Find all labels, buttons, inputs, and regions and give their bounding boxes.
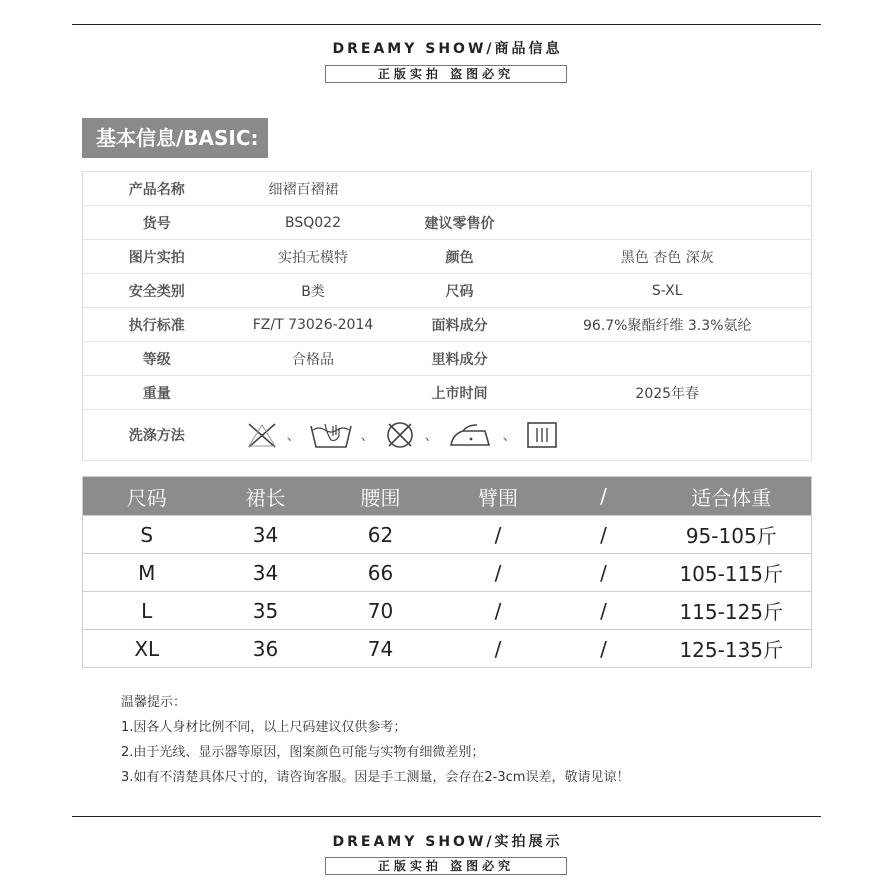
wash-separator: 、 [286,428,301,444]
info-row [83,308,812,342]
table-cell: / [556,592,652,630]
size-label: 尺码 [396,274,524,308]
table-cell: 35 [211,592,321,630]
tips-title: 温馨提示： [121,695,187,710]
grade-value: 合格品 [231,342,396,376]
standard-value: FZ/T 73026-2014 [231,308,396,342]
basic-info-title: 基本信息/BASIC: [82,118,268,158]
do-not-bleach-icon [245,420,279,450]
fabric-label: 面料成分 [396,308,524,342]
line-dry-icon [525,420,559,450]
hand-wash-icon [309,420,353,450]
product-info-table [82,171,812,461]
table-cell: 66 [321,554,441,592]
tip-item: 3.如有不清楚具体尺寸的，请咨询客服。因是手工测量，会存在2-3cm误差，敬请见谅！ [121,770,630,785]
table-cell: / [556,516,652,554]
table-row [83,516,812,554]
table-cell: 115-125斤 [652,592,812,630]
bottom-divider [72,816,821,817]
info-row [83,240,812,274]
table-cell: 70 [321,592,441,630]
size-header: 适合体重 [652,477,812,516]
wash-label: 洗涤方法 [83,410,231,461]
header-stamp: 正版实拍 盗图必究 [325,65,567,83]
info-row [83,206,812,240]
top-divider [72,24,821,25]
size-header: 臂围 [441,477,556,516]
footer-brand: DREAMY SHOW/实拍展示 [332,834,563,850]
grade-label: 等级 [83,342,231,376]
size-header-row [83,477,812,516]
table-cell: XL [83,630,211,668]
table-row [83,554,812,592]
header-brand: DREAMY SHOW/商品信息 [332,41,563,57]
table-cell: 34 [211,516,321,554]
product-name-label: 产品名称 [83,172,231,206]
table-cell: / [556,554,652,592]
table-cell: L [83,592,211,630]
fabric-value: 96.7%聚酯纤维 3.3%氨纶 [524,308,812,342]
color-label: 颜色 [396,240,524,274]
info-row [83,410,812,461]
launch-label: 上市时间 [396,376,524,410]
size-header: 尺码 [83,477,211,516]
photo-label: 图片实拍 [83,240,231,274]
table-cell: 74 [321,630,441,668]
info-row [83,172,812,206]
tip-item: 2.由于光线、显示器等原因，图案颜色可能与实物有细微差别； [121,745,485,760]
lining-label: 里料成分 [396,342,524,376]
table-cell: 34 [211,554,321,592]
wash-separator: 、 [360,428,375,444]
weight-label: 重量 [83,376,231,410]
lining-value [524,342,812,376]
tips-section [121,690,629,790]
table-cell: M [83,554,211,592]
price-label: 建议零售价 [396,206,524,240]
weight-value [231,376,396,410]
size-header: 腰围 [321,477,441,516]
table-cell: 62 [321,516,441,554]
wash-separator: 、 [424,428,439,444]
table-cell: / [441,516,556,554]
table-cell: / [441,592,556,630]
item-no-value: BSQ022 [231,206,396,240]
safety-value: B类 [231,274,396,308]
table-row [83,630,812,668]
do-not-tumble-dry-icon [383,420,417,450]
standard-label: 执行标准 [83,308,231,342]
item-no-label: 货号 [83,206,231,240]
table-cell: 36 [211,630,321,668]
price-value [524,206,812,240]
table-row [83,592,812,630]
tip-item: 1.因各人身材比例不同，以上尺码建议仅供参考； [121,720,407,735]
wash-icons [231,410,812,461]
footer-stamp: 正版实拍 盗图必究 [325,857,567,875]
info-row [83,342,812,376]
table-cell: / [441,554,556,592]
color-value: 黑色 杏色 深灰 [524,240,812,274]
info-row [83,376,812,410]
table-cell: 105-115斤 [652,554,812,592]
table-cell: S [83,516,211,554]
info-row [83,274,812,308]
launch-value: 2025年春 [524,376,812,410]
table-cell: / [556,630,652,668]
table-cell: 125-135斤 [652,630,812,668]
size-header: 裙长 [211,477,321,516]
size-header: / [556,477,652,516]
size-value: S-XL [524,274,812,308]
size-table [82,476,812,668]
product-name-value: 细褶百褶裙 [231,172,396,206]
iron-icon [447,420,495,450]
safety-label: 安全类别 [83,274,231,308]
table-cell: 95-105斤 [652,516,812,554]
wash-separator: 、 [502,428,517,444]
table-cell: / [441,630,556,668]
photo-value: 实拍无模特 [231,240,396,274]
